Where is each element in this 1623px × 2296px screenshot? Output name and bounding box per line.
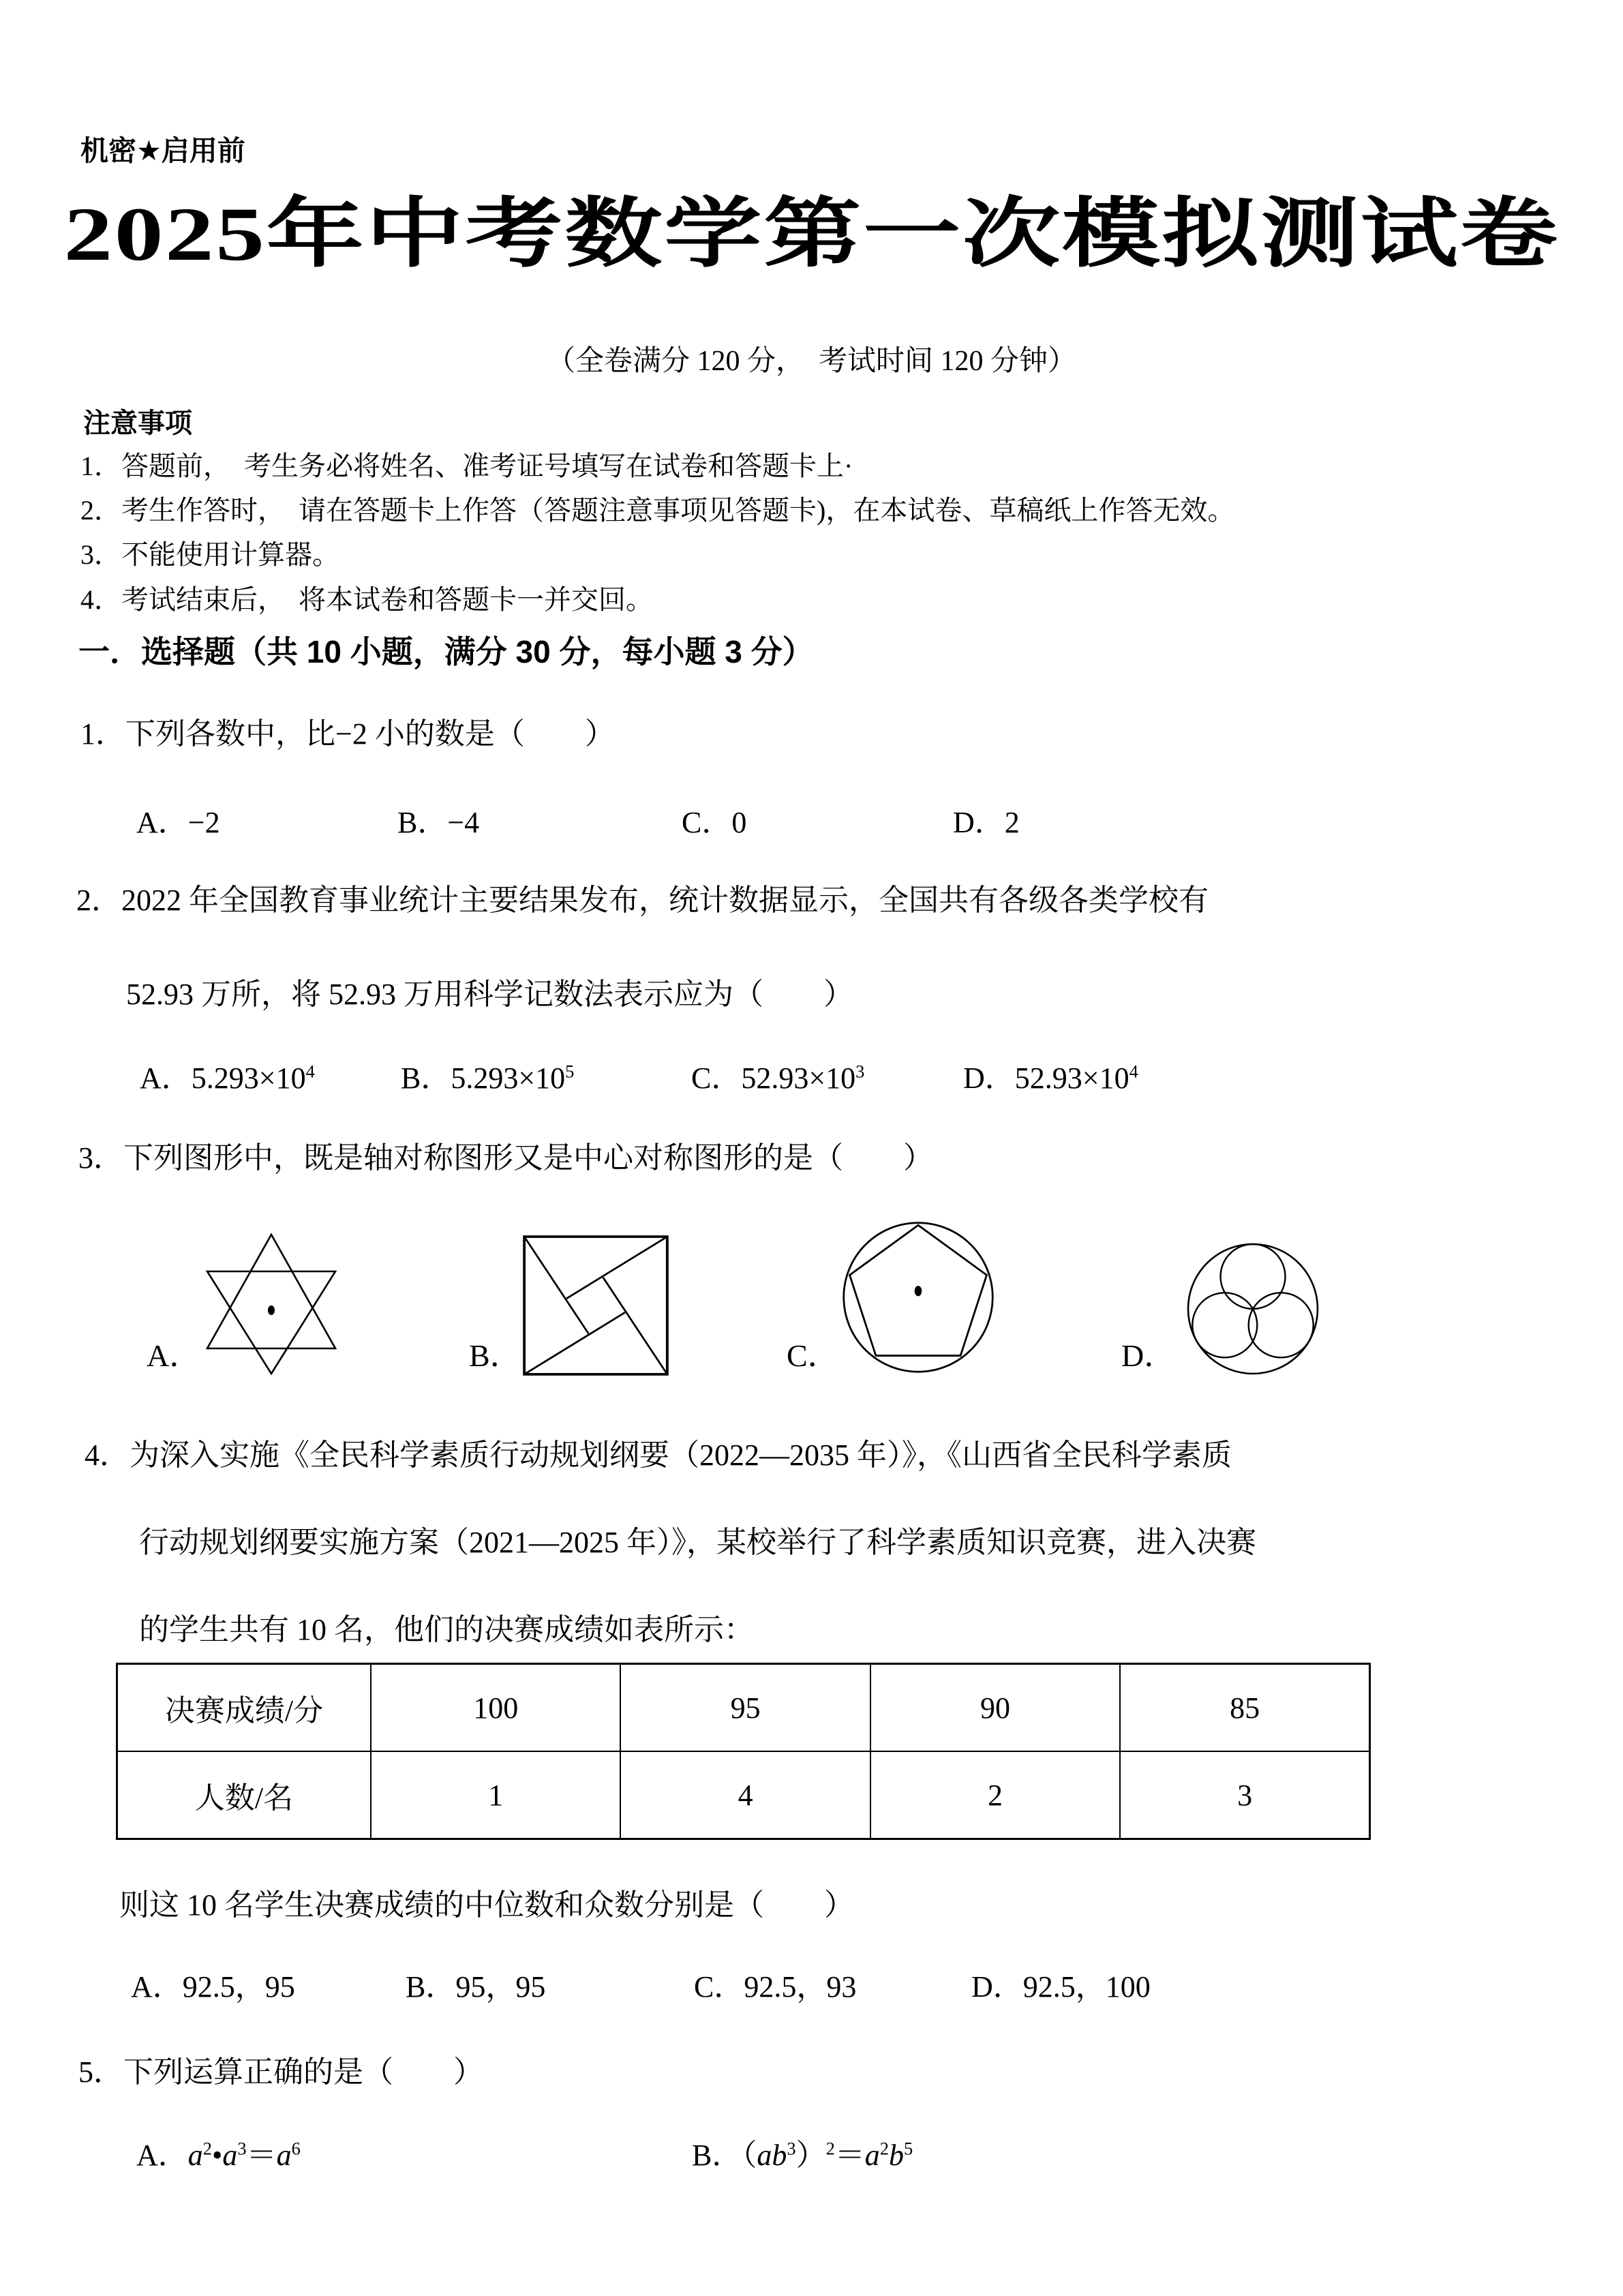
equals-sign: ＝ xyxy=(246,2139,277,2172)
notice-line-1: 1．答题前， 考生务必将姓名、准考证号填写在试卷和答题卡上· xyxy=(80,451,853,481)
math-var: a xyxy=(187,2139,203,2172)
table-cell: 4 xyxy=(620,1751,870,1839)
q3-figure-label-b: B． xyxy=(469,1338,521,1373)
q2-option-a xyxy=(140,1053,315,1097)
table-cell: 决赛成绩/分 xyxy=(117,1664,371,1752)
q2-option-c xyxy=(691,1053,864,1097)
math-var: a xyxy=(222,2139,238,2172)
math-exponent: 5 xyxy=(903,2138,913,2159)
q4-option-a: A．92.5，95 xyxy=(131,1970,295,2004)
math-exponent: 2 xyxy=(879,2138,889,2159)
math-exponent: 6 xyxy=(291,2138,301,2159)
table-cell: 2 xyxy=(870,1751,1120,1839)
math-var: ab xyxy=(757,2139,787,2172)
q2-option-d-exponent: 4 xyxy=(1129,1061,1138,1082)
table-cell: 95 xyxy=(620,1664,870,1752)
q5-option-b-label: B． xyxy=(692,2139,742,2172)
q5-option-a xyxy=(136,2130,301,2174)
table-row xyxy=(117,1664,1370,1752)
score-table xyxy=(116,1663,1371,1840)
table-cell: 100 xyxy=(371,1664,620,1752)
q2-option-d xyxy=(963,1053,1138,1097)
close-paren: ） xyxy=(795,2139,826,2172)
table-cell: 1 xyxy=(371,1751,620,1839)
q4-option-d: D．92.5，100 xyxy=(971,1970,1151,2004)
q1-option-d: D．2 xyxy=(953,806,1020,839)
q3-figure-label-c: C． xyxy=(787,1338,839,1373)
table-row xyxy=(117,1751,1370,1839)
q3-figure-label-d: D． xyxy=(1121,1338,1176,1373)
page-subtitle: （全卷满分 120 分， 考试时间 120 分钟） xyxy=(546,346,1076,377)
table-cell: 人数/名 xyxy=(117,1751,371,1839)
q5-option-b xyxy=(692,2130,913,2174)
q1-option-a: A．−2 xyxy=(136,806,220,839)
q2-option-c-exponent: 3 xyxy=(855,1061,865,1082)
table-cell: 85 xyxy=(1120,1664,1369,1752)
q2-option-b xyxy=(401,1053,574,1097)
notice-line-3: 3．不能使用计算器。 xyxy=(80,539,339,570)
q3-figure-label-a: A． xyxy=(147,1338,201,1373)
confidential-label: 机密★启用前 xyxy=(80,135,245,166)
notice-line-2: 2．考生作答时， 请在答题卡上作答（答题注意事项见答题卡)，在本试卷、草稿纸上作答无效。 xyxy=(80,495,1235,526)
question-4-line-3: 的学生共有 10 名，他们的决赛成绩如表所示： xyxy=(139,1613,754,1646)
question-4-followup: 则这 10 名学生决赛成绩的中位数和众数分别是（ ） xyxy=(119,1888,854,1922)
table-cell: 90 xyxy=(870,1664,1120,1752)
open-paren: （ xyxy=(742,2139,757,2172)
question-1-text: 1．下列各数中，比−2 小的数是（ ） xyxy=(80,717,615,751)
section-1-heading: 一．选择题（共 10 小题，满分 30 分，每小题 3 分） xyxy=(78,634,814,669)
q1-option-c: C．0 xyxy=(682,806,747,839)
question-4-line-2: 行动规划纲要实施方案（2021—2025 年）》，某校举行了科学素质知识竞赛，进入决赛 xyxy=(139,1526,1256,1559)
hexagram-star-figure xyxy=(205,1233,337,1376)
table-cell: 3 xyxy=(1120,1751,1369,1839)
question-3-text: 3．下列图形中，既是轴对称图形又是中心对称图形的是（ ） xyxy=(78,1141,933,1175)
math-var: a xyxy=(276,2139,292,2172)
q4-option-c: C．92.5，93 xyxy=(694,1970,857,2004)
circle-pentagon-figure xyxy=(840,1219,997,1376)
math-exponent: 2 xyxy=(202,2138,212,2159)
math-exponent: 3 xyxy=(237,2138,247,2159)
question-4-line-1: 4．为深入实施《全民科学素质行动规划纲要（2022—2035 年）》，《山西省全民科学素质 xyxy=(85,1438,1232,1472)
question-5-text: 5．下列运算正确的是（ ） xyxy=(78,2055,483,2089)
q2-option-a-base: A．5.293×10 xyxy=(140,1061,306,1095)
q5-option-a-label: A． xyxy=(136,2139,188,2172)
notice-line-4: 4．考试结束后， 将本试卷和答题卡一并交回。 xyxy=(80,584,653,615)
dot-operator: • xyxy=(211,2139,223,2172)
q1-option-b: B．−4 xyxy=(397,806,480,839)
q2-option-b-exponent: 5 xyxy=(565,1061,575,1082)
circle-trefoil-figure xyxy=(1185,1241,1321,1377)
page-title: 2025年中考数学第一次模拟测试卷 xyxy=(63,192,1560,277)
q4-option-b: B．95，95 xyxy=(406,1970,546,2004)
math-exponent: 2 xyxy=(825,2138,835,2159)
equals-sign: ＝ xyxy=(834,2139,865,2172)
math-exponent: 3 xyxy=(787,2138,796,2159)
square-pinwheel-figure xyxy=(523,1235,669,1376)
question-2-line-2: 52.93 万所，将 52.93 万用科学记数法表示应为（ ） xyxy=(126,978,853,1011)
q2-option-b-base: B．5.293×10 xyxy=(401,1061,566,1095)
q2-option-c-base: C．52.93×10 xyxy=(691,1061,856,1095)
question-2-line-1: 2．2022 年全国教育事业统计主要结果发布，统计数据显示，全国共有各级各类学校有 xyxy=(76,883,1209,917)
notice-heading: 注意事项 xyxy=(83,408,192,438)
math-var: b xyxy=(888,2139,904,2172)
q2-option-a-exponent: 4 xyxy=(305,1061,315,1082)
math-var: a xyxy=(864,2139,880,2172)
q2-option-d-base: D．52.93×10 xyxy=(963,1061,1129,1095)
